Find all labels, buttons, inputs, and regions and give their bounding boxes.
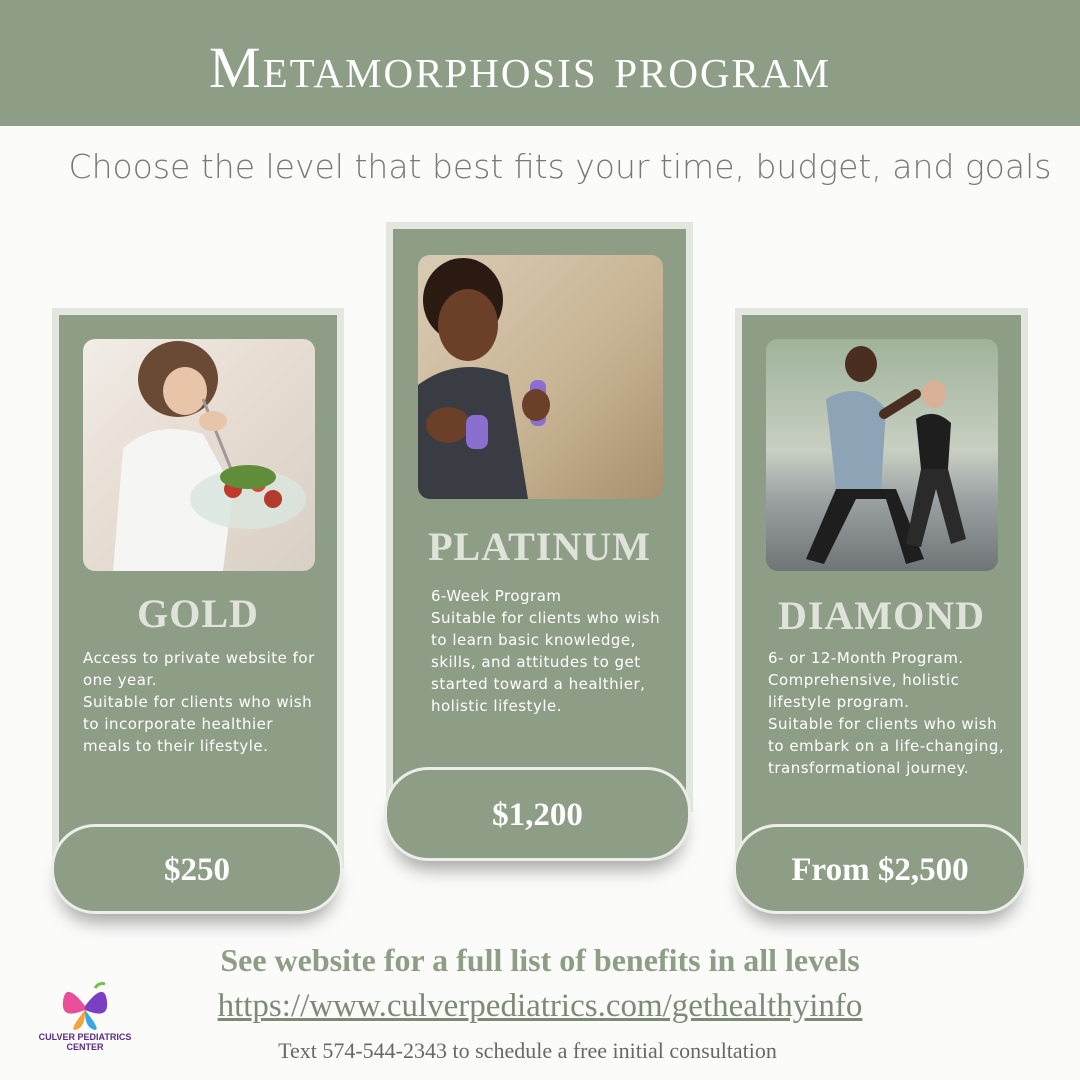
level-description (768, 647, 1008, 779)
description-line: 6-Week Program (431, 587, 562, 605)
gold-level-card (52, 308, 344, 868)
description-line: Suitable for clients who wish to learn basic knowledge, skills, and attitudes to get started toward a healthier, holistic lifestyle. (431, 609, 661, 715)
level-name: PLATINUM (428, 524, 651, 569)
diamond-level-card (735, 308, 1028, 868)
culver-pediatrics-logo[interactable] (20, 980, 150, 1060)
level-name: GOLD (137, 591, 259, 636)
diamond-price-button[interactable]: From $2,500 (733, 824, 1027, 914)
logo-line: CENTER (66, 1042, 104, 1052)
woman-with-dumbbells-photo (418, 255, 663, 499)
butterfly-icon (55, 980, 115, 1032)
couple-doing-lunges-photo (766, 339, 998, 571)
page-subtitle: Choose the level that best fits your time, budget, and goals (68, 147, 1052, 186)
description-line: Suitable for clients who wish to incorporate healthier meals to their lifestyle. (83, 693, 313, 755)
level-description (431, 585, 671, 717)
consultation-cta: Text 574-544-2343 to schedule a free initial consultation (278, 1038, 777, 1063)
title-banner (0, 0, 1080, 126)
level-description (83, 647, 323, 757)
website-link[interactable]: https://www.culverpediatrics.com/gethealthyinfo (217, 988, 863, 1024)
page-title: Metamorphosis program (209, 35, 831, 100)
description-line: 6- or 12-Month Program. (768, 649, 964, 667)
gold-price-button[interactable]: $250 (51, 824, 343, 914)
platinum-price-button[interactable]: $1,200 (384, 767, 691, 861)
woman-eating-salad-photo (83, 339, 315, 571)
logo-text (20, 1032, 150, 1052)
description-line: Comprehensive, holistic lifestyle program. (768, 671, 960, 711)
benefits-note: See website for a full list of benefits in all levels (220, 942, 860, 978)
logo-line: CULVER PEDIATRICS (38, 1032, 132, 1042)
platinum-level-card (386, 222, 693, 812)
level-name: DIAMOND (778, 593, 985, 638)
description-line: Access to private website for one year. (83, 649, 315, 689)
description-line: Suitable for clients who wish to embark on a life-changing, transformational journey. (768, 715, 1005, 777)
